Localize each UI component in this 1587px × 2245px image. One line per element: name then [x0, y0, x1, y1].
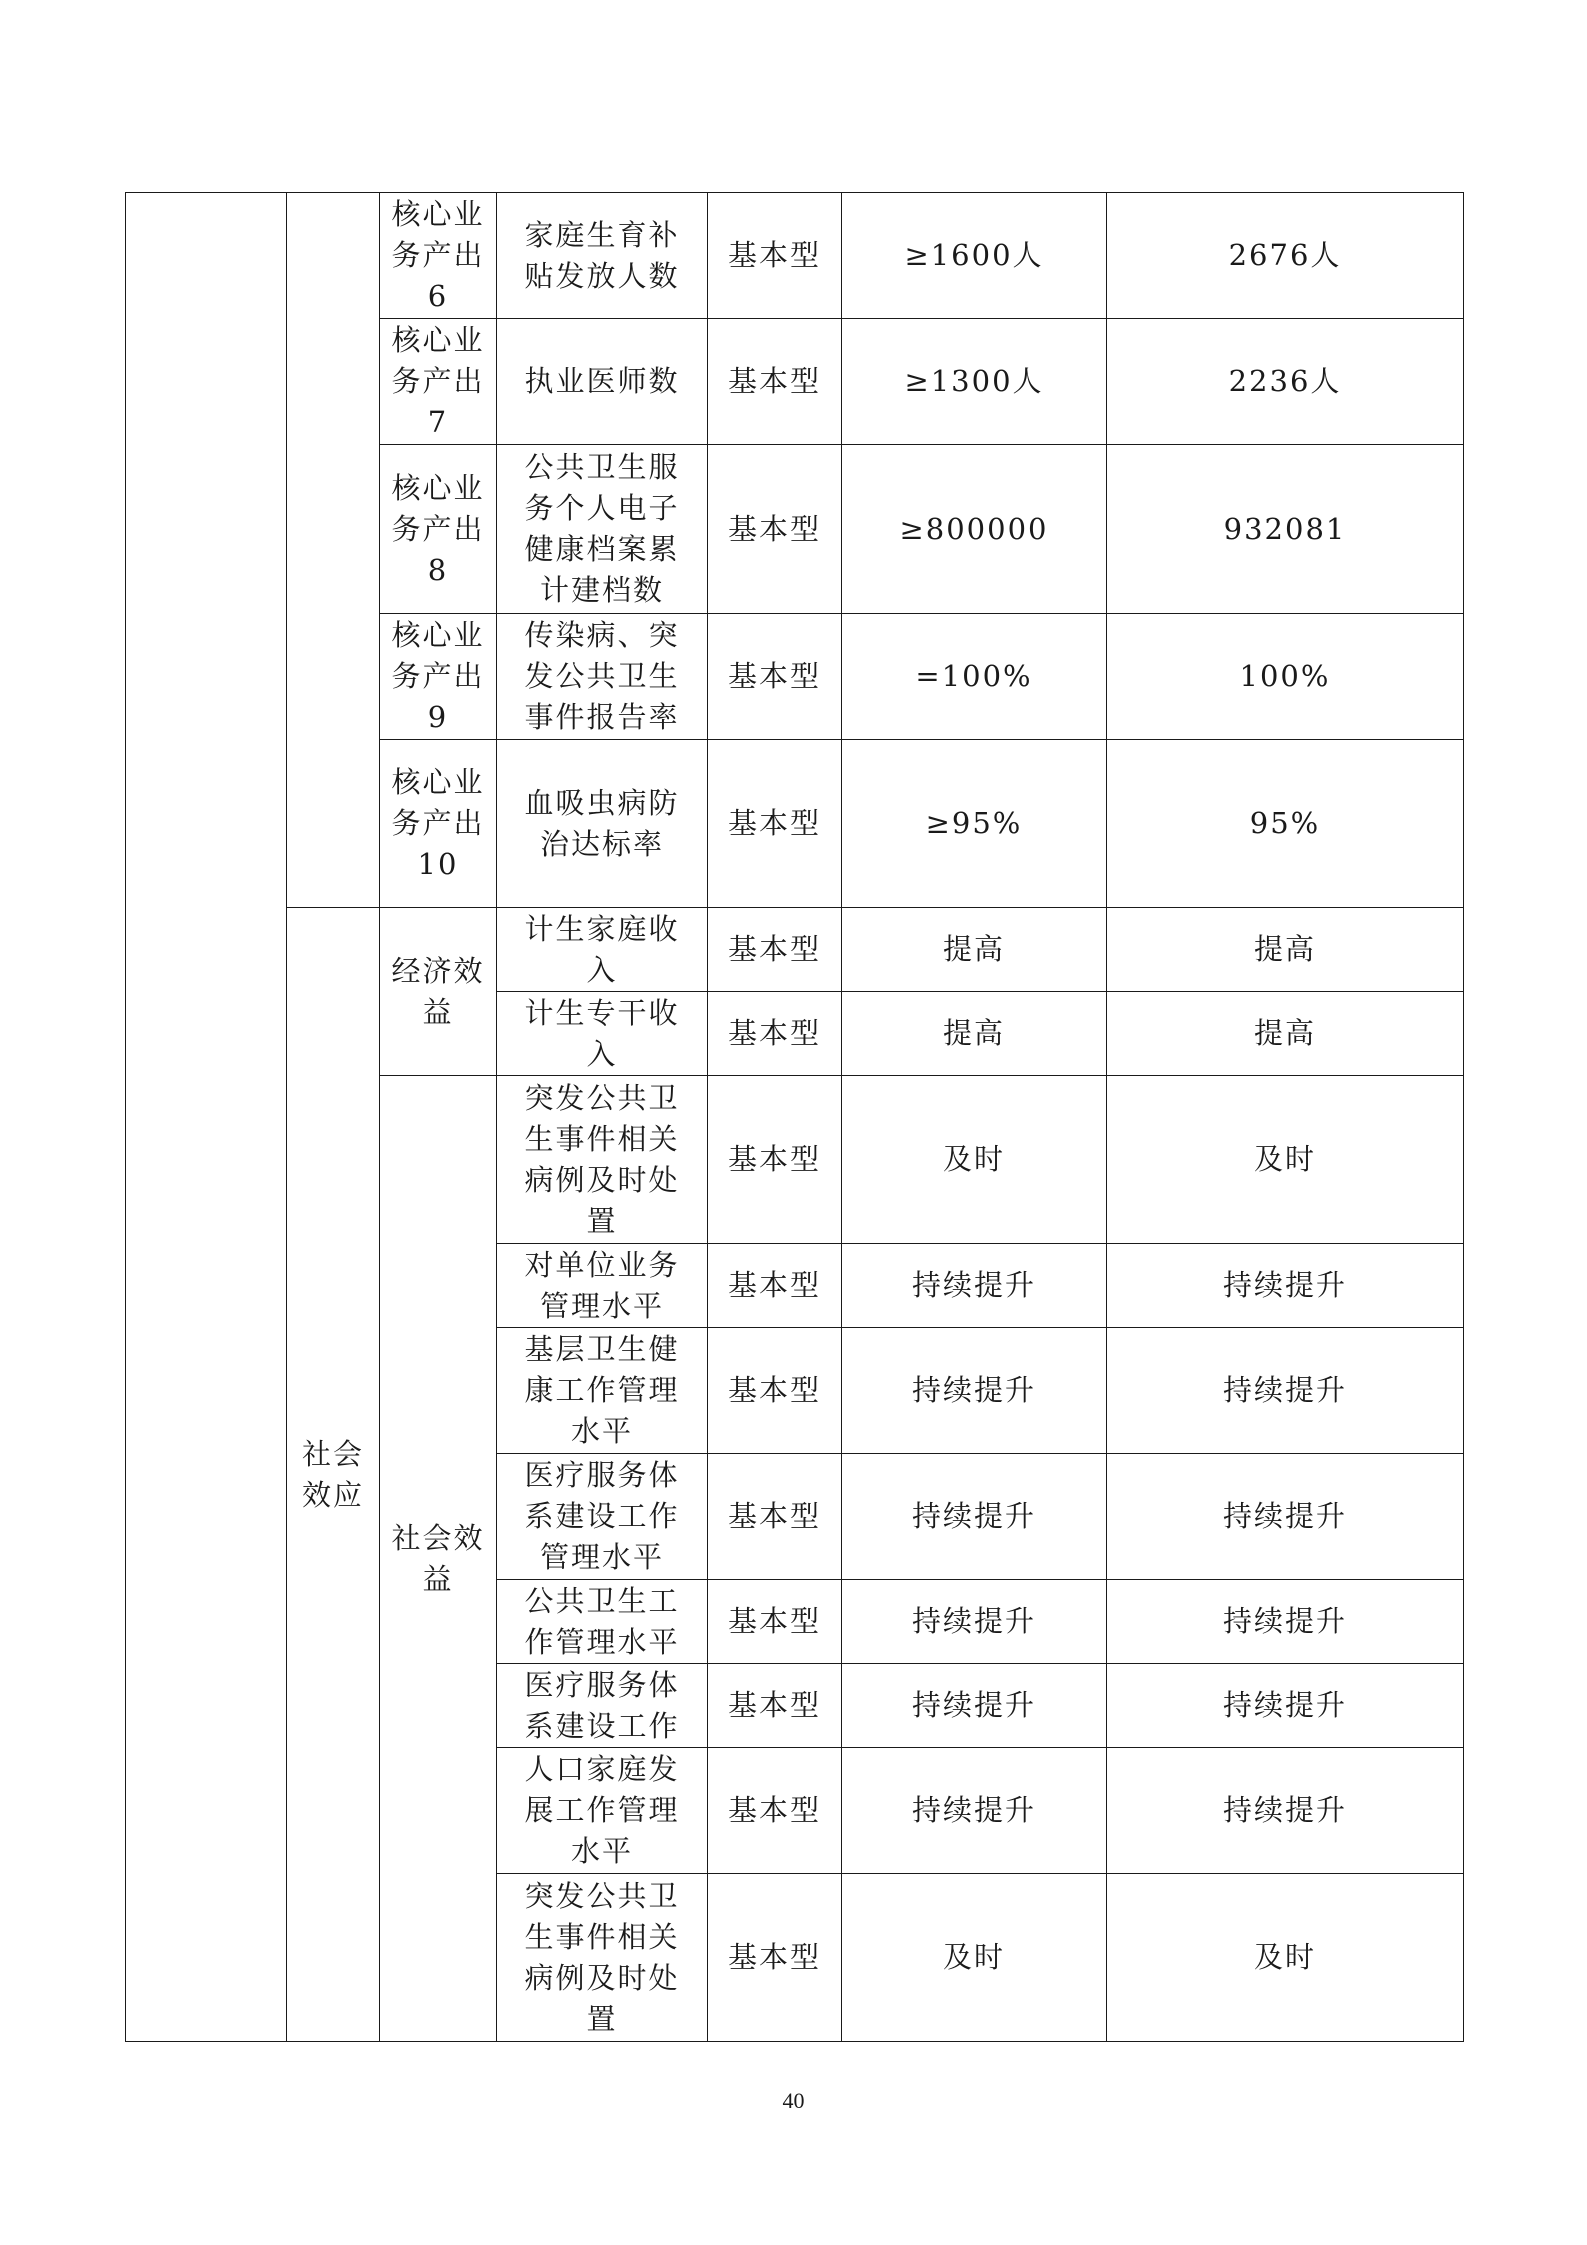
sub-indicator-cell-economic: 经济效益 [380, 908, 497, 1076]
indicator-name-cell: 突发公共卫生事件相关病例及时处置 [497, 1076, 708, 1244]
target-value-cell: =100% [842, 614, 1107, 740]
target-value-cell: ≥95% [842, 740, 1107, 908]
indicator-name-cell: 执业医师数 [497, 319, 708, 445]
target-value-cell: 持续提升 [842, 1664, 1107, 1748]
indicator-table [125, 192, 1464, 2042]
target-value-cell: 提高 [842, 908, 1107, 992]
actual-value-cell: 持续提升 [1107, 1664, 1464, 1748]
actual-value-cell: 95% [1107, 740, 1464, 908]
page-number: 40 [782, 2088, 805, 2113]
indicator-name-cell: 医疗服务体系建设工作管理水平 [497, 1454, 708, 1580]
target-value-cell: 持续提升 [842, 1454, 1107, 1580]
indicator-name-cell: 公共卫生服务个人电子健康档案累计建档数 [497, 445, 708, 614]
sub-indicator-cell: 核心业务产出6 [380, 193, 497, 319]
indicator-type-cell: 基本型 [708, 908, 842, 992]
target-value-cell: 持续提升 [842, 1244, 1107, 1328]
indicator-name-cell: 基层卫生健康工作管理水平 [497, 1328, 708, 1454]
sub-indicator-cell: 核心业务产出7 [380, 319, 497, 445]
indicator-name-cell: 公共卫生工作管理水平 [497, 1580, 708, 1664]
level2-cell-social-effect: 社会效应 [287, 908, 380, 2042]
sub-indicator-cell: 核心业务产出9 [380, 614, 497, 740]
target-value-cell: ≥800000 [842, 445, 1107, 614]
target-value-cell: 及时 [842, 1874, 1107, 2042]
actual-value-cell: 持续提升 [1107, 1580, 1464, 1664]
level1-cell-empty [126, 193, 287, 2042]
indicator-type-cell: 基本型 [708, 193, 842, 319]
actual-value-cell: 提高 [1107, 908, 1464, 992]
level2-cell-empty [287, 193, 380, 908]
indicator-type-cell: 基本型 [708, 1076, 842, 1244]
indicator-name-cell: 医疗服务体系建设工作 [497, 1664, 708, 1748]
actual-value-cell: 持续提升 [1107, 1244, 1464, 1328]
sub-indicator-cell-social: 社会效益 [380, 1076, 497, 2042]
indicator-name-cell: 人口家庭发展工作管理水平 [497, 1748, 708, 1874]
actual-value-cell: 2676人 [1107, 193, 1464, 319]
actual-value-cell: 持续提升 [1107, 1454, 1464, 1580]
indicator-name-cell: 传染病、突发公共卫生事件报告率 [497, 614, 708, 740]
indicator-type-cell: 基本型 [708, 1328, 842, 1454]
actual-value-cell: 持续提升 [1107, 1328, 1464, 1454]
actual-value-cell: 及时 [1107, 1076, 1464, 1244]
target-value-cell: 持续提升 [842, 1748, 1107, 1874]
target-value-cell: 提高 [842, 992, 1107, 1076]
indicator-type-cell: 基本型 [708, 319, 842, 445]
target-value-cell: ≥1600人 [842, 193, 1107, 319]
indicator-name-cell: 突发公共卫生事件相关病例及时处置 [497, 1874, 708, 2042]
indicator-name-cell: 计生家庭收入 [497, 908, 708, 992]
sub-indicator-cell: 核心业务产出8 [380, 445, 497, 614]
indicator-type-cell: 基本型 [708, 992, 842, 1076]
sub-indicator-cell: 核心业务产出10 [380, 740, 497, 908]
actual-value-cell: 932081 [1107, 445, 1464, 614]
indicator-type-cell: 基本型 [708, 1748, 842, 1874]
table-row [126, 908, 1464, 992]
actual-value-cell: 100% [1107, 614, 1464, 740]
actual-value-cell: 2236人 [1107, 319, 1464, 445]
actual-value-cell: 持续提升 [1107, 1748, 1464, 1874]
indicator-type-cell: 基本型 [708, 1454, 842, 1580]
indicator-name-cell: 计生专干收入 [497, 992, 708, 1076]
table-row [126, 193, 1464, 319]
indicator-type-cell: 基本型 [708, 1874, 842, 2042]
indicator-type-cell: 基本型 [708, 1664, 842, 1748]
actual-value-cell: 提高 [1107, 992, 1464, 1076]
indicator-type-cell: 基本型 [708, 1580, 842, 1664]
target-value-cell: 及时 [842, 1076, 1107, 1244]
indicator-type-cell: 基本型 [708, 1244, 842, 1328]
indicator-type-cell: 基本型 [708, 740, 842, 908]
indicator-name-cell: 家庭生育补贴发放人数 [497, 193, 708, 319]
target-value-cell: ≥1300人 [842, 319, 1107, 445]
indicator-type-cell: 基本型 [708, 614, 842, 740]
target-value-cell: 持续提升 [842, 1580, 1107, 1664]
indicator-type-cell: 基本型 [708, 445, 842, 614]
indicator-name-cell: 对单位业务管理水平 [497, 1244, 708, 1328]
actual-value-cell: 及时 [1107, 1874, 1464, 2042]
indicator-name-cell: 血吸虫病防治达标率 [497, 740, 708, 908]
target-value-cell: 持续提升 [842, 1328, 1107, 1454]
